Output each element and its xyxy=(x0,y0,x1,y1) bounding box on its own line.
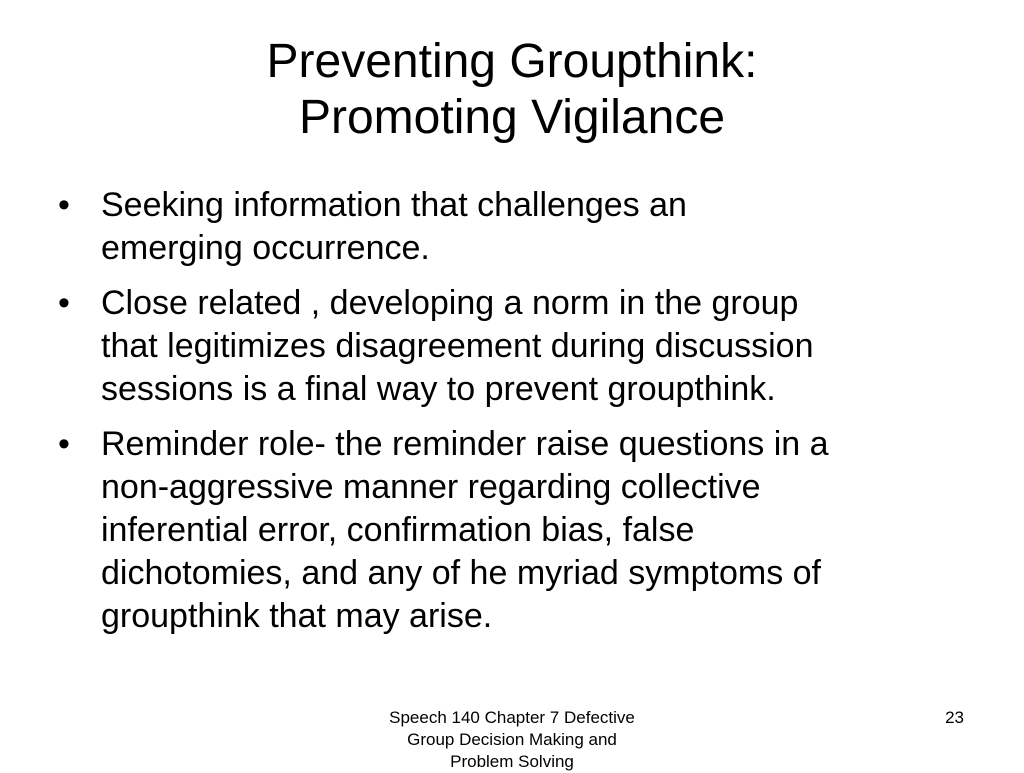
slide-title-line-1: Preventing Groupthink: xyxy=(266,35,758,88)
footer-line-2: Group Decision Making and xyxy=(407,730,617,749)
bullet-line: sessions is a final way to prevent groupthink. xyxy=(101,370,776,408)
footer-line-3: Problem Solving xyxy=(450,752,574,771)
bullet-icon: • xyxy=(58,425,70,463)
bullet-line: inferential error, confirmation bias, false xyxy=(101,511,695,549)
bullet-line: emerging occurrence. xyxy=(101,229,430,267)
bullet-item xyxy=(58,423,978,638)
bullet-line: that legitimizes disagreement during discussion xyxy=(101,327,814,365)
slide-title xyxy=(112,34,912,146)
bullet-item xyxy=(58,282,978,411)
bullet-list xyxy=(58,184,978,650)
footer-line-1: Speech 140 Chapter 7 Defective xyxy=(389,708,635,727)
bullet-icon: • xyxy=(58,186,70,224)
slide-footer xyxy=(352,707,672,773)
bullet-icon: • xyxy=(58,284,70,322)
bullet-line: groupthink that may arise. xyxy=(101,597,493,635)
bullet-line: dichotomies, and any of he myriad symptoms of xyxy=(101,554,821,592)
bullet-line: Reminder role- the reminder raise questions in a xyxy=(101,425,829,463)
bullet-line: Seeking information that challenges an xyxy=(101,186,687,224)
bullet-line: non-aggressive manner regarding collective xyxy=(101,468,761,506)
slide-number: 23 xyxy=(945,708,964,727)
bullet-line: Close related , developing a norm in the group xyxy=(101,284,799,322)
slide-title-line-2: Promoting Vigilance xyxy=(298,91,726,144)
bullet-item xyxy=(58,184,978,270)
